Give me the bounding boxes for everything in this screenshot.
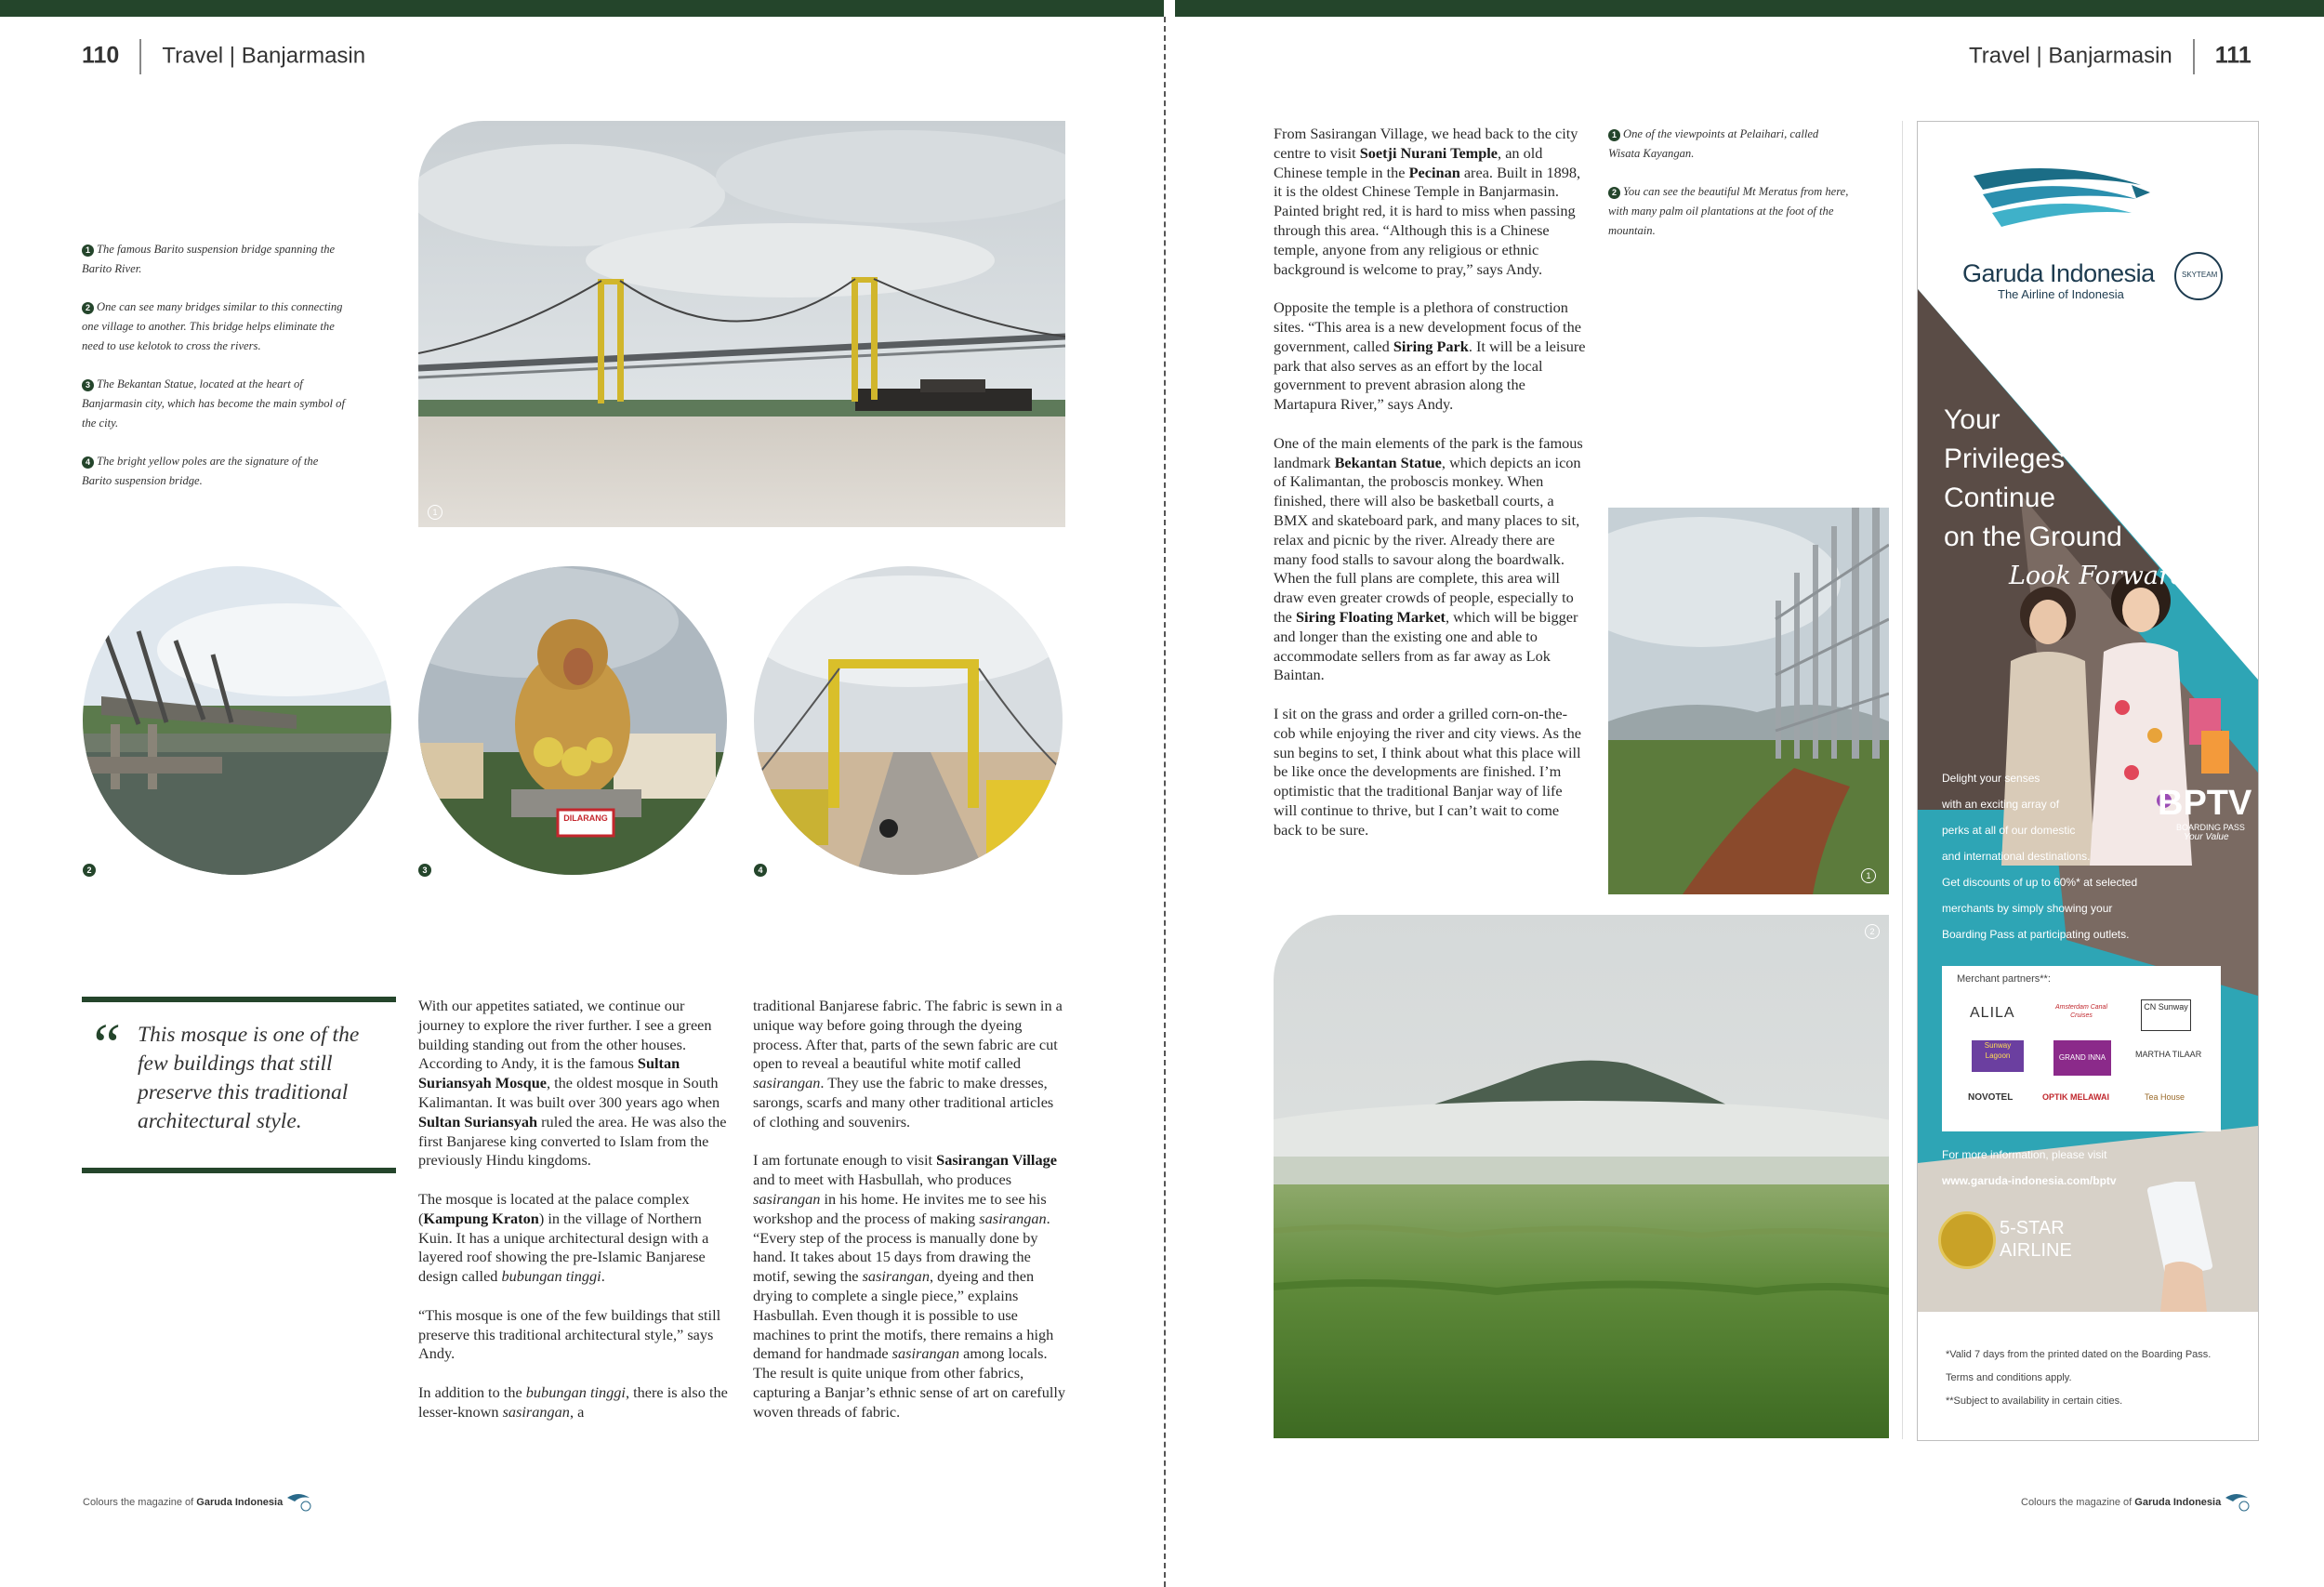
pull-quote-text: This mosque is one of the few buildings that still preserve this traditional architectural style. <box>138 1023 360 1133</box>
right-header <box>1969 39 2251 74</box>
paragraph: traditional Banjarese fabric. The fabric is sewn in a unique way before going through the dyeing process. After that, parts of the sewn fabric are cut open to reveal a beautiful white motif called sasirangan. They use the fabric to make dresses, sarongs, scarfs and many other traditional articles of clothing and souvenirs. <box>753 997 1063 1131</box>
right-captions <box>1608 125 1850 259</box>
left-header <box>82 39 365 74</box>
five-star-text: 5-STAR AIRLINE <box>2000 1218 2072 1261</box>
bptv-logo: BPTV <box>2158 784 2252 823</box>
garuda-ad[interactable] <box>1917 121 2259 1441</box>
bptv-script: Your Value <box>2184 832 2229 842</box>
photo-number: 4 <box>754 864 767 877</box>
photo-number: 1 <box>1861 868 1876 883</box>
paragraph: One of the main elements of the park is the famous landmark Bekantan Statue, which depicts an icon of Kalimantan, the proboscis monkey. When finished, there will also be basketball courts, a BMX and skateboard park, and many places to sit, relax and picnic by the river. Already there are many food stalls to savour along the boardwalk. When the full plans are complete, this area will draw even greater crowds of people, especially to the Siring Floating Market, which will be bigger and longer than the existing one and able to accommodate sellers from as far away as Lok Baintan. <box>1274 433 1583 684</box>
five-star-badge-icon <box>1938 1211 1996 1269</box>
right-top-bar <box>1175 0 2324 17</box>
ad-headline: Your Privileges Continue on the Ground Look Forward <box>1944 404 2187 590</box>
photo-number: 2 <box>83 864 96 877</box>
partner-optik-melawai: OPTIK MELAWAI <box>2042 1092 2109 1102</box>
statue-sign-text: DILARANG <box>563 813 608 823</box>
paragraph: From Sasirangan Village, we head back to the city centre to visit Soetji Nurani Temple, an old Chinese temple in the Pecinan area. Built in 1898, it is the oldest Chinese Temple in Banjarmasin. Painted bright red, it is hard to miss when passing through this area. “Although this is a Chinese temple, anyone from any religious or ethnic background is welcome to pray,” says Andy. <box>1274 125 1581 278</box>
section-title: Travel | Banjarmasin <box>1969 43 2172 69</box>
footer-brand: Garuda Indonesia <box>196 1496 284 1508</box>
skyteam-icon: SKYTEAM <box>2174 252 2223 300</box>
partner-amsterdam: Amsterdam Canal Cruises <box>2054 1004 2108 1019</box>
ad-tagline: The Airline of Indonesia <box>1998 287 2124 301</box>
bekantan-statue-photo <box>418 566 727 875</box>
garuda-bird-icon <box>2224 1492 2250 1513</box>
partner-martha-tilaar: MARTHA TILAAR <box>2135 1050 2202 1059</box>
caption-4: 4 The bright yellow poles are the signature of the Barito suspension bridge. <box>82 455 319 487</box>
river-bridge-photo <box>83 566 391 875</box>
page-number: 110 <box>82 42 120 69</box>
partner-novotel: NOVOTEL <box>1968 1092 2014 1103</box>
page-number: 111 <box>2214 42 2251 69</box>
partners-label: Merchant partners**: <box>1957 973 2051 985</box>
bptv-sub: BOARDING PASS <box>2176 823 2245 832</box>
merchant-partners-box <box>1942 966 2221 1131</box>
left-body-column-1 <box>418 997 734 1441</box>
footer-text: Colours the magazine of <box>83 1496 194 1508</box>
caption-2: 2 One can see many bridges similar to this connecting one village to another. This bridge helps eliminate the need to use kelotok to cross the rivers. <box>82 300 343 352</box>
left-body-column-2 <box>753 997 1069 1441</box>
paragraph: “This mosque is one of the few buildings that still preserve this traditional architectural style,” says Andy. <box>418 1305 721 1363</box>
ad-info: For more information, please visit <box>1942 1148 2107 1161</box>
ad-url[interactable]: www.garuda-indonesia.com/bptv <box>1942 1174 2117 1187</box>
left-top-bar <box>0 0 1164 17</box>
partner-alila: ALILA <box>1970 1005 2015 1021</box>
mt-meratus-photo <box>1274 915 1889 1438</box>
page-fold <box>1164 17 1166 1587</box>
garuda-bird-icon <box>285 1492 311 1513</box>
ad-brand: Garuda Indonesia <box>1962 259 2155 287</box>
photo-number: 2 <box>1865 924 1880 939</box>
barito-bridge-photo <box>418 121 1065 527</box>
garuda-logo-icon <box>1974 166 2150 250</box>
photo-number: 3 <box>418 864 431 877</box>
photo-number: 1 <box>428 505 442 520</box>
paragraph: In addition to the bubungan tinggi, there is also the lesser-known sasirangan, a <box>418 1382 728 1421</box>
caption-2: 2 You can see the beautiful Mt Meratus from here, with many palm oil plantations at the foot of the mountain. <box>1608 185 1849 237</box>
footer-brand: Garuda Indonesia <box>2134 1496 2222 1508</box>
caption-1: 1 One of the viewpoints at Pelaihari, called Wisata Kayangan. <box>1608 127 1819 160</box>
paragraph: The mosque is located at the palace complex (Kampung Kraton) in the village of Northern Kuin. It has a unique architectural design with a layered roof showing the pre-Islamic Banjarese design called bubungan tinggi. <box>418 1189 709 1286</box>
caption-1: 1 The famous Barito suspension bridge spanning the Barito River. <box>82 243 336 275</box>
partner-tea-house: Tea House <box>2145 1092 2185 1102</box>
paragraph: With our appetites satiated, we continue our journey to explore the river further. I see a green building standing out from the other houses. According to Andy, it is the famous Sultan Suriansyah Mosque, the oldest mosque in South Kalimantan. It was built over 300 years ago when Sultan Suriansyah ruled the area. He was also the first Banjarese king converted to Islam from the previously Hindu kingdoms. <box>418 997 727 1170</box>
section-title: Travel | Banjarmasin <box>162 43 366 69</box>
partner-cn-sunway: CN Sunway <box>2141 999 2191 1031</box>
right-footer <box>2021 1492 2250 1513</box>
paragraph: I sit on the grass and order a grilled corn-on-the-cob while enjoying the river and city views. As the sun begins to set, I think about what this place will be like once the developments are finished. I’m optimistic that the traditional Banjar way of life will continue to thrive, but I can’t wait to come back to be sure. <box>1274 704 1581 839</box>
ad-divider <box>1902 121 1903 1439</box>
footer-text: Colours the magazine of <box>2021 1496 2133 1508</box>
pull-quote <box>82 997 396 1173</box>
ad-fine-print: *Valid 7 days from the printed dated on the Boarding Pass. Terms and conditions apply. **Subject to availability in certain cities. <box>1946 1349 2212 1407</box>
boarding-pass-hand-image <box>2137 1182 2230 1312</box>
paragraph: I am fortunate enough to visit Sasirangan Village and to meet with Hasbullah, who produces sasirangan in his home. He invites me to see his workshop and the process of making sasirangan. “Every step of the process is manually done by hand. It takes about 15 days from drawing the motif, sewing the sasirangan, dyeing and then drying to complete a single piece,” explains Hasbullah. Even though it is possible to use machines to print the motifs, there remains a high demand for handmade sasirangan among locals. The result is quite unique from other fabrics, capturing a Banjar’s ethnic sense of art on carefully woven threads of fabric. <box>753 1151 1066 1421</box>
paragraph: Opposite the temple is a plethora of construction sites. “This area is a new development focus of the government, called Siring Park. It will be a leisure park that also serves as an effort by the local government to prevent abrasion along the Martapura River,” says Andy. <box>1274 298 1586 414</box>
partner-grand-inna: GRAND INNA <box>2053 1040 2111 1076</box>
right-body-column <box>1274 125 1588 859</box>
left-captions <box>82 240 347 509</box>
caption-3: 3 The Bekantan Statue, located at the heart of Banjarmasin city, which has become the main symbol of the city. <box>82 377 345 430</box>
left-footer <box>83 1492 311 1513</box>
ad-body: Delight your senses with an exciting array of perks at all of our domestic and international destinations. Get discounts of up to 60%* at selected merchants by simply showing your Boarding Pass at participating outlets. <box>1942 772 2138 941</box>
wisata-kayangan-photo <box>1608 508 1889 894</box>
partner-sunway-lagoon: Sunway Lagoon <box>1972 1040 2024 1072</box>
yellow-poles-photo <box>754 566 1063 875</box>
quote-mark: “ <box>87 1012 122 1079</box>
